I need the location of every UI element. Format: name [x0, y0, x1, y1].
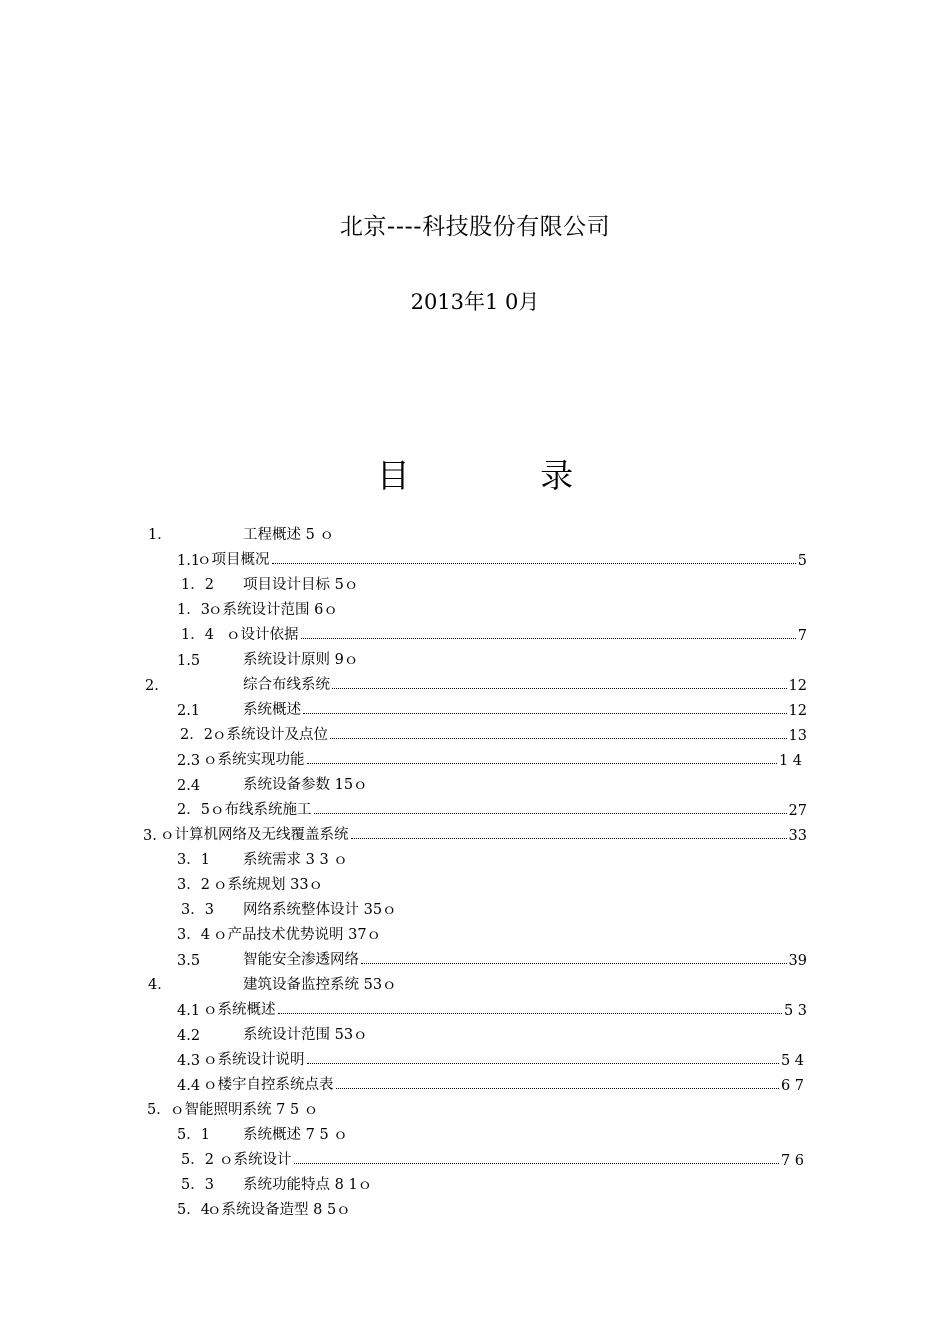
toc-entry-page: 7: [797, 628, 807, 644]
toc-entry-label: 工程概述 5 ｏ: [243, 527, 334, 543]
toc-entry-number: 5．1: [177, 1127, 210, 1143]
toc-entry[interactable]: [181, 570, 358, 594]
toc-entry-label: 系统概述 7 5 ｏ: [243, 1127, 348, 1143]
toc-entry-number: 5．: [147, 1102, 171, 1118]
toc-entry[interactable]: [177, 695, 807, 719]
toc-entry-label: ｏ产品技术优势说明 37ｏ: [213, 927, 382, 943]
toc-entry-number: 1.5: [177, 653, 201, 669]
toc-entry-number: 1．2: [181, 577, 214, 593]
toc-entry-label: 建筑设备监控系统 53ｏ: [243, 977, 397, 993]
toc-entry-page: 33: [788, 828, 807, 844]
toc-entry-number: 3.: [143, 828, 157, 844]
toc-entry-number: 5．4: [177, 1202, 210, 1218]
toc-entry-label: 系统需求 3 3 ｏ: [243, 852, 348, 868]
toc-leader-dots: [314, 813, 787, 814]
toc-entry[interactable]: [145, 670, 807, 694]
toc-entry[interactable]: [177, 545, 807, 569]
toc-entry[interactable]: [181, 620, 807, 644]
toc-entry[interactable]: [177, 845, 348, 869]
toc-entry-label: ｏ系统概述: [203, 1002, 276, 1018]
toc-entry-label: ｏ计算机网络及无线覆盖系统: [160, 827, 349, 843]
toc-entry[interactable]: [177, 995, 807, 1019]
toc-entry-label: ｏ系统设计说明: [203, 1052, 305, 1068]
toc-entry-label: 智能安全渗透网络: [243, 952, 359, 968]
toc-entry-number: 1．: [148, 527, 172, 543]
toc-leader-dots: [303, 713, 787, 714]
toc-entry[interactable]: [148, 520, 334, 544]
toc-entry-page: 7 6: [780, 1153, 804, 1169]
toc-entry-number: 5．2: [181, 1152, 214, 1168]
toc-entry-label: ｏ智能照明系统 7 5 ｏ: [170, 1102, 319, 1118]
toc-entry[interactable]: [177, 1195, 351, 1219]
toc-entry-number: 3．3: [181, 902, 214, 918]
toc-entry-number: 3．4: [177, 927, 210, 943]
toc-entry-number: 5．3: [181, 1177, 214, 1193]
toc-entry-number: 2.3: [177, 753, 201, 769]
toc-entry-page: 5 3: [783, 1003, 807, 1019]
toc-entry[interactable]: [177, 645, 358, 669]
toc-entry[interactable]: [148, 970, 397, 994]
toc-entry[interactable]: [180, 720, 807, 744]
toc-entry-label: 网络系统整体设计 35ｏ: [243, 902, 397, 918]
toc-entry-page: 12: [788, 678, 807, 694]
toc-entry-label: ｏ系统设计范围 6ｏ: [208, 602, 338, 618]
toc-entry[interactable]: [181, 1170, 372, 1194]
toc-leader-dots: [307, 763, 777, 764]
toc-entry-page: 1 4: [778, 753, 802, 769]
toc-entry[interactable]: [177, 745, 802, 769]
toc-leader-dots: [336, 1088, 779, 1089]
toc-entry[interactable]: [177, 870, 323, 894]
toc-entry[interactable]: [177, 945, 807, 969]
toc-entry-page: 5: [797, 553, 807, 569]
toc-entry-number: 4.2: [177, 1028, 201, 1044]
toc-entry[interactable]: [181, 895, 397, 919]
toc-entry[interactable]: [177, 595, 338, 619]
toc-entry-number: 4.4: [177, 1078, 201, 1094]
toc-entry-label: ｏ系统设计: [219, 1152, 292, 1168]
toc-entry[interactable]: [177, 1045, 804, 1069]
toc-entry-page: 39: [788, 953, 807, 969]
toc-entry[interactable]: [177, 1070, 804, 1094]
toc-entry-label: 系统设计范围 53ｏ: [243, 1027, 368, 1043]
toc-entry[interactable]: [177, 1020, 368, 1044]
toc-entry-label: 系统设备参数 15ｏ: [243, 777, 368, 793]
company-name: 北京----科技股份有限公司: [339, 214, 611, 240]
toc-entry-number: 3．2: [177, 877, 210, 893]
toc-entry-label: 项目设计目标 5ｏ: [243, 577, 359, 593]
toc-entry-label: ｏ布线系统施工: [210, 802, 312, 818]
toc-leader-dots: [294, 1163, 779, 1164]
toc-entry-page: 27: [788, 803, 807, 819]
toc-entry[interactable]: [147, 1095, 318, 1119]
toc-entry[interactable]: [177, 795, 807, 819]
toc-leader-dots: [330, 738, 787, 739]
toc-entry-number: 4．: [148, 977, 172, 993]
toc-entry-label: 综合布线系统: [243, 677, 330, 693]
toc-entry-number: 2．2: [180, 727, 213, 743]
document-date: 2013年1 0月: [410, 290, 540, 314]
toc-entry-number: 1.1: [177, 553, 201, 569]
toc-entry-label: ｏ项目概况: [197, 552, 270, 568]
toc-entry[interactable]: [143, 820, 807, 844]
toc-entry[interactable]: [181, 1145, 804, 1169]
toc-entry-label: ｏ设计依据: [226, 627, 299, 643]
toc-entry-label: ｏ楼宇自控系统点表: [203, 1077, 334, 1093]
toc-heading: 目 录: [376, 456, 634, 495]
toc-entry[interactable]: [177, 920, 381, 944]
toc-leader-dots: [332, 688, 787, 689]
toc-leader-dots: [361, 963, 787, 964]
toc-leader-dots: [278, 1013, 782, 1014]
toc-entry-number: 3.5: [177, 953, 201, 969]
toc-entry-label: ｏ系统设计及点位: [212, 727, 328, 743]
toc-entry-number: 1．3: [177, 602, 210, 618]
toc-entry[interactable]: [177, 1120, 348, 1144]
toc-entry-number: 4.1: [177, 1003, 201, 1019]
toc-entry-number: 1．4: [181, 627, 214, 643]
toc-entry-number: 2.: [145, 678, 159, 694]
toc-entry-number: 2．5: [177, 802, 210, 818]
toc-entry-number: 2.4: [177, 778, 201, 794]
toc-entry-page: 6 7: [780, 1078, 804, 1094]
toc-entry-label: ｏ系统实现功能: [203, 752, 305, 768]
toc-entry-label: 系统设计原则 9ｏ: [243, 652, 359, 668]
toc-entry-page: 5 4: [780, 1053, 804, 1069]
toc-leader-dots: [351, 838, 787, 839]
toc-entry-label: ｏ系统规划 33ｏ: [213, 877, 324, 893]
toc-leader-dots: [272, 563, 796, 564]
toc-entry[interactable]: [177, 770, 368, 794]
toc-leader-dots: [307, 1063, 779, 1064]
toc-entry-number: 2.1: [177, 703, 201, 719]
toc-entry-label: 系统概述: [243, 702, 301, 718]
toc-leader-dots: [301, 638, 796, 639]
toc-entry-number: 3．1: [177, 852, 210, 868]
toc-entry-number: 4.3: [177, 1053, 201, 1069]
toc-entry-label: ｏ系统设备造型 8 5ｏ: [207, 1202, 351, 1218]
toc-entry-label: 系统功能特点 8 1ｏ: [243, 1177, 373, 1193]
toc-entry-page: 12: [788, 703, 807, 719]
toc-entry-page: 13: [788, 728, 807, 744]
